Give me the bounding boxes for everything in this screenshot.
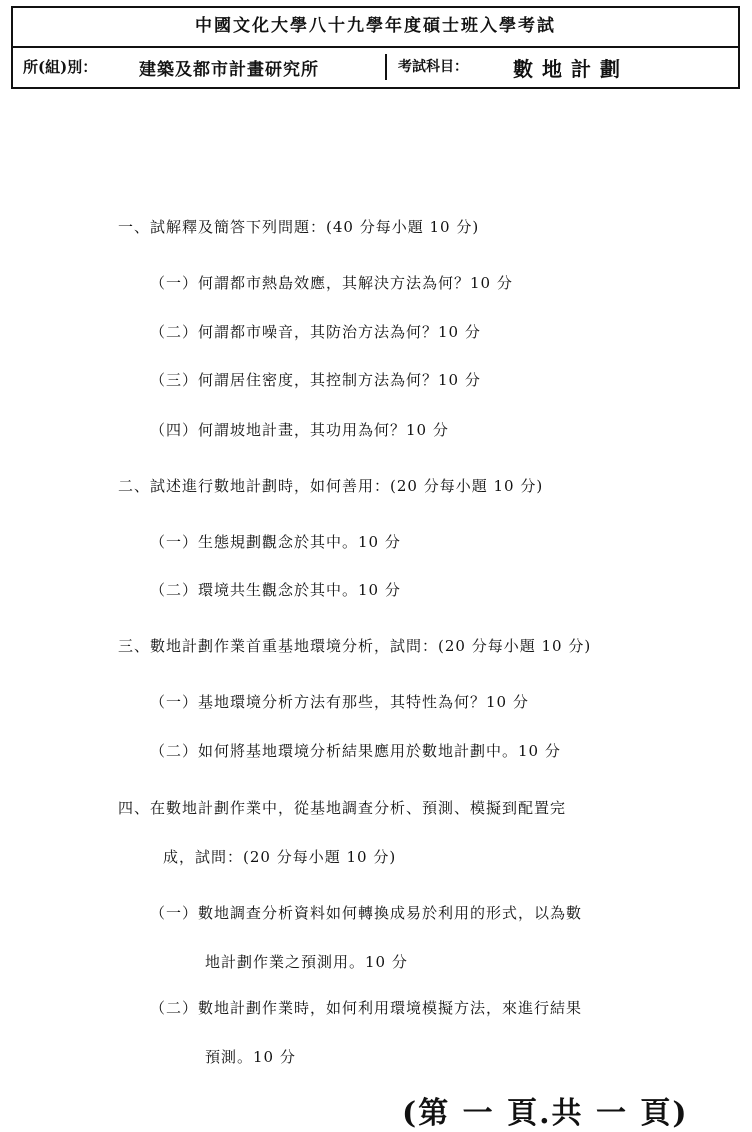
department-value: 建築及都市計畫研究所 bbox=[139, 60, 319, 80]
question-4-sub-2-line-1: （二）數地計劃作業時，如何利用環境模擬方法，來進行結果 bbox=[150, 999, 583, 1017]
subject-label: 考試科目： bbox=[398, 59, 468, 75]
question-1-sub-3: （三）何謂居住密度，其控制方法為何？10 分 bbox=[150, 371, 481, 389]
question-1-sub-2: （二）何謂都市噪音，其防治方法為何？10 分 bbox=[150, 323, 481, 341]
department-label: 所(組)別： bbox=[23, 58, 98, 76]
question-3-sub-2: （二）如何將基地環境分析結果應用於數地計劃中。10 分 bbox=[150, 742, 561, 760]
question-1-sub-1: （一）何謂都市熱島效應，其解決方法為何？10 分 bbox=[150, 274, 513, 292]
header-divider bbox=[385, 54, 387, 80]
question-1: 一、試解釋及簡答下列問題：(40 分每小題 10 分) bbox=[118, 218, 480, 236]
exam-info-row bbox=[13, 46, 738, 87]
question-2: 二、試述進行數地計劃時，如何善用：(20 分每小題 10 分) bbox=[118, 477, 544, 495]
question-1-sub-4: （四）何謂坡地計畫，其功用為何？10 分 bbox=[150, 421, 449, 439]
question-4-line-1: 四、在數地計劃作業中，從基地調查分析、預測、模擬到配置完 bbox=[118, 799, 567, 817]
question-4-line-2: 成，試問：(20 分每小題 10 分) bbox=[163, 848, 397, 866]
question-2-sub-1: （一）生態規劃觀念於其中。10 分 bbox=[150, 533, 401, 551]
question-4-sub-1-line-1: （一）數地調查分析資料如何轉換成易於利用的形式，以為數 bbox=[150, 904, 583, 922]
exam-header-box bbox=[11, 6, 740, 89]
question-4-sub-1-line-2: 地計劃作業之預測用。10 分 bbox=[205, 953, 408, 971]
question-3: 三、數地計劃作業首重基地環境分析，試問：(20 分每小題 10 分) bbox=[118, 637, 592, 655]
page-number: (第 一 頁.共 一 頁) bbox=[402, 1096, 689, 1131]
question-3-sub-1: （一）基地環境分析方法有那些，其特性為何？10 分 bbox=[150, 693, 529, 711]
question-4-sub-2-line-2: 預測。10 分 bbox=[205, 1048, 296, 1066]
exam-title: 中國文化大學八十九學年度碩士班入學考試 bbox=[13, 8, 738, 48]
subject-value: 數地計劃 bbox=[513, 57, 629, 81]
question-2-sub-2: （二）環境共生觀念於其中。10 分 bbox=[150, 581, 401, 599]
